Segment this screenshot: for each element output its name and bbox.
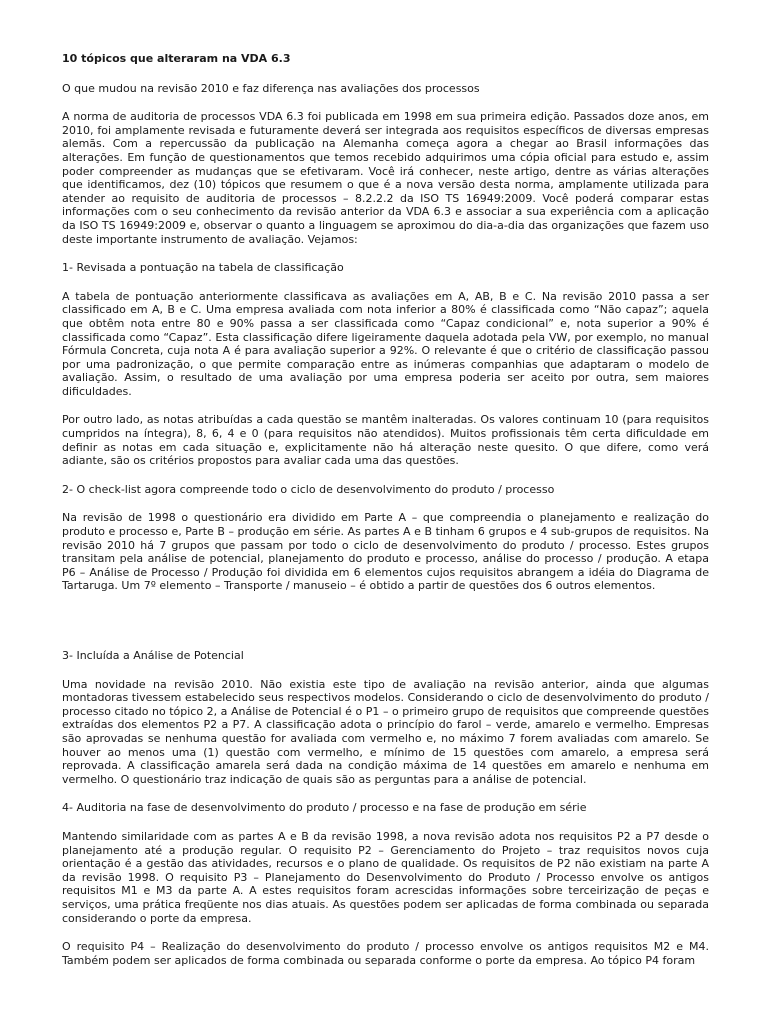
intro-paragraph: A norma de auditoria de processos VDA 6.3 foi publicada em 1998 em sua primeira edição. Passados doze anos, em 2010, foi amplamente revisada e futuramente deverá ser integrada aos requisitos específicos de diversas empresas alemãs. Com a repercussão da publicação na Alemanha começa agora a chegar ao Brasil informações das alterações. Em função de questionamentos que temos recebido adquirimos uma cópia oficial para estudo e, assim poder compreender as mudanças que se efetivaram. Você irá conhecer, neste artigo, dentre as várias alterações que identificamos, dez (10) tópicos que resumem o que é a nova versão desta norma, amplamente utilizada para atender ao requisito de auditoria de processos – 8.2.2.2 da ISO TS 16949:2009. Você poderá comparar estas informações com o seu conhecimento da revisão anterior da VDA 6.3 e associar a sua experiência com a aplicação da ISO TS 16949:2009 e, observar o quanto a linguagem se aproximou do dia-a-dia das organizações que fazem uso deste importante instrumento de avaliação. Vejamos: (62, 110, 709, 246)
topic-4-heading: 4- Auditoria na fase de desenvolvimento do produto / processo e na fase de produção em série (62, 801, 587, 815)
topic-3-paragraph-1: Uma novidade na revisão 2010. Não existia este tipo de avaliação na revisão anterior, ainda que algumas montadoras tivessem estabelecido seus respectivos modelos. Considerando o ciclo de desenvolvimento do produto / processo citado no tópico 2, a Análise de Potencial é o P1 – o primeiro grupo de requisitos que compreende questões extraídas dos elementos P2 a P7. A classificação adota o princípio do farol – verde, amarelo e vermelho. Empresas são aprovadas se nenhuma questão for avaliada com vermelho e, no máximo 7 forem avaliadas com amarelo. Se houver ao menos uma (1) questão com vermelho, e mínimo de 15 questões com amarelo, a empresa será reprovada. A classificação amarela será dada na condição máxima de 14 questões em amarelo e nenhuma em vermelho. O questionário traz indicação de quais são as perguntas para a análise de potencial. (62, 677, 709, 786)
topic-3-heading: 3- Incluída a Análise de Potencial (62, 649, 244, 662)
document-page (62, 52, 709, 982)
topic-1-paragraph-1: A tabela de pontuação anteriormente classificava as avaliações em A, AB, B e C. Na revisão 2010 passa a ser classificado em A, B e C. Uma empresa avaliada com nota inferior a 80% é classificada como “Não capaz”; aquela que obtêm nota entre 80 e 90% passa a ser classificada como “Capaz condicional” e, nota superior a 90% é classificada como “Capaz”. Esta classificação difere ligeiramente daquela adotada pela VW, por exemplo, no manual Fórmula Concreta, cuja nota A é para avaliação superior a 92%. O relevante é que o critério de classificação passou por uma padronização, o que permite comparação entre as inúmeras companhias que adaptaram o modelo de avaliação. Assim, o resultado de uma avaliação por uma empresa poderia ser aceito por outra, sem maiores dificuldades. (62, 289, 709, 398)
topic-4-paragraph-2: O requisito P4 – Realização do desenvolvimento do produto / processo envolve os antigos requisitos M2 e M4. Também podem ser aplicados de forma combinada ou separada conforme o porte da empresa. Ao tópico P4 foram (62, 940, 709, 967)
topic-1-heading: 1- Revisada a pontuação na tabela de classificação (62, 261, 344, 275)
section-gap (62, 608, 709, 649)
topic-2-heading: 2- O check-list agora compreende todo o ciclo de desenvolvimento do produto / processo (62, 482, 555, 496)
topic-4-paragraph-1: Mantendo similaridade com as partes A e B da revisão 1998, a nova revisão adota nos requisitos P2 a P7 desde o planejamento até a produção regular. O requisito P2 – Gerenciamento do Projeto – traz requisitos novos cuja orientação é a gestão das atividades, recursos e o plano de qualidade. Os requisitos de P2 não existiam na parte A da revisão 1998. O requisito P3 – Planejamento do Desenvolvimento do Produto / Processo envolve os antigos requisitos M1 e M3 da parte A. A estes requisitos foram acrescidas informações sobre terceirização de peças e serviços, uma prática freqüente nos dias atuais. As questões podem ser aplicadas de forma combinada ou separada considerando o porte da empresa. (62, 829, 709, 925)
document-title: 10 tópicos que alteraram na VDA 6.3 (62, 52, 291, 65)
topic-2-paragraph-1: Na revisão de 1998 o questionário era dividido em Parte A – que compreendia o planejamento e realização do produto e processo e, Parte B – produção em série. As partes A e B tinham 6 grupos e 4 sub-grupos de requisitos. Na revisão 2010 há 7 grupos que passam por todo o ciclo de desenvolvimento do produto / processo. Estes grupos transitam pela análise de potencial, planejamento do produto e processo, análise do processo / produção. A etapa P6 – Análise de Processo / Produção foi dividida em 6 elementos cujos requisitos abrangem a idéia do Diagrama de Tartaruga. Um 7º elemento – Transporte / manuseio – é obtido a partir de questões dos 6 outros elementos. (62, 511, 709, 593)
document-subtitle: O que mudou na revisão 2010 e faz diferença nas avaliações dos processos (62, 81, 480, 95)
topic-1-paragraph-2: Por outro lado, as notas atribuídas a cada questão se mantêm inalteradas. Os valores continuam 10 (para requisitos cumpridos na íntegra), 8, 6, 4 e 0 (para requisitos não atendidos). Muitos profissionais têm certa dificuldade em definir as notas em cada situação e, explicitamente não há alteração neste quesito. O que difere, como verá adiante, são os critérios propostos para avaliar cada uma das questões. (62, 413, 709, 468)
